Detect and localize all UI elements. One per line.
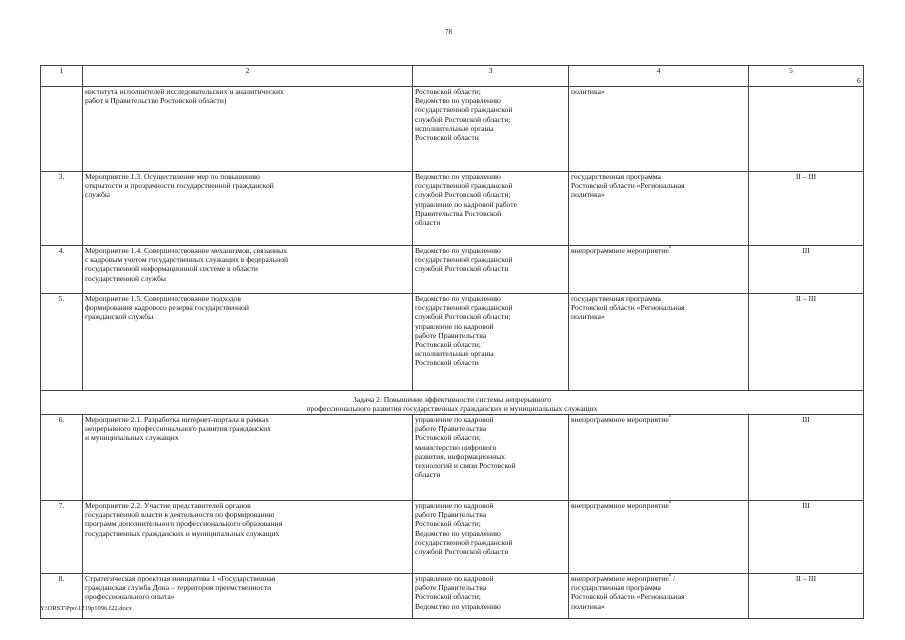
table-row — [41, 574, 864, 619]
program-label: внепрограммное мероприятие — [571, 574, 669, 583]
footnote-mark: * — [668, 246, 672, 252]
footnote-mark: * — [668, 415, 672, 421]
event-cell: Стратегическая проектная инициатива 1 «Государственная гражданская служба Дона – территория преемственности профессионального опыта» — [83, 574, 413, 619]
program-label: внепрограммное мероприятие — [571, 501, 669, 510]
header-col-5-6 — [749, 66, 864, 87]
executor-cell: Ведомство по управлению государственной гражданской службой Ростовской области; управление по кадровой работе Правительства Ростовской области; исполнительные органы Ростовской области — [413, 294, 569, 391]
row-number-cell: 3. — [41, 172, 83, 246]
stage-cell: III — [749, 501, 864, 574]
event-cell: Мероприятие 2.1. Разработка интернет-портала в рамках непрерывного профессионального развития гражданских и муниципальных служащих — [83, 415, 413, 501]
stage-cell: II – III — [749, 172, 864, 246]
table-row — [41, 172, 864, 246]
footnote-mark: * — [668, 501, 672, 507]
row-number-cell: 8. — [41, 574, 83, 619]
executor-cell: Ведомство по управлению государственной гражданской службой Ростовской области — [413, 246, 569, 294]
program-continuation: / государственная программа Ростовской области «Региональная политика» — [571, 574, 685, 611]
header-col-2: 2 — [83, 66, 413, 87]
event-cell: Мероприятие 1.5. Совершенствование подходов формирования кадрового резерва государственной гражданской службы — [83, 294, 413, 391]
header-col-3: 3 — [413, 66, 569, 87]
event-cell: Мероприятие 1.3. Осуществление мер по повышению открытости и прозрачности государственной гражданской службы — [83, 172, 413, 246]
header-col-1: 1 — [41, 66, 83, 87]
executor-cell: управление по кадровой работе Правительства Ростовской области; министерство цифрового развития, информационных технологий и связи Ростовской области — [413, 415, 569, 501]
program-cell — [569, 574, 749, 619]
footer-file-path: Y:\ORST\Ppo\1219p1096.f22.docx — [40, 605, 132, 612]
row-number-cell: 7. — [41, 501, 83, 574]
program-cell — [569, 246, 749, 294]
table-header-row — [41, 66, 864, 87]
stage-cell: III — [749, 415, 864, 501]
page-number: 78 — [445, 28, 452, 36]
footnote-mark: * — [668, 574, 672, 580]
table-row — [41, 246, 864, 294]
executor-cell: управление по кадровой работе Правительства Ростовской области; Ведомство по управлению — [413, 574, 569, 619]
executor-cell: управление по кадровой работе Правительства Ростовской области; Ведомство по управлению государственной гражданской службой Ростовской области — [413, 501, 569, 574]
stage-cell: II – III — [749, 294, 864, 391]
row-number-cell — [41, 87, 83, 172]
program-label: внепрограммное мероприятие — [571, 246, 669, 255]
task-heading-row — [41, 391, 864, 415]
event-cell: Мероприятие 2.2. Участие представителей органов государственной власти в деятельности по формированию программ дополнительного профессионального образования государственных гражданских и муниципальных служащих — [83, 501, 413, 574]
program-cell: государственная программа Ростовской области «Региональная политика» — [569, 172, 749, 246]
executor-cell: Ведомство по управлению государственной гражданской службой Ростовской области; управление по кадровой работе Правительства Ростовской области — [413, 172, 569, 246]
program-cell: политика» — [569, 87, 749, 172]
executor-cell: Ростовской области; Ведомство по управлению государственной гражданской службой Ростовской области; исполнительные органы Ростовской области — [413, 87, 569, 172]
table-row — [41, 415, 864, 501]
stage-cell: II – III — [749, 574, 864, 619]
table-row — [41, 294, 864, 391]
event-cell: института исполнителей исследовательских и аналитических работ в Правительстве Ростовской области) — [83, 87, 413, 172]
header-col-4: 4 — [569, 66, 749, 87]
stage-cell: III — [749, 246, 864, 294]
events-table — [40, 65, 864, 619]
task-2-title: Задача 2. Повышение эффективности системы непрерывного профессионального развития государственных гражданских и муниципальных служащих — [41, 391, 864, 415]
table-row — [41, 87, 864, 172]
row-number-cell: 5. — [41, 294, 83, 391]
header-col-5: 5 — [789, 66, 793, 75]
row-number-cell: 6. — [41, 415, 83, 501]
program-label: внепрограммное мероприятие — [571, 415, 669, 424]
header-col-6: 6 — [857, 76, 861, 85]
row-number-cell: 4. — [41, 246, 83, 294]
program-cell — [569, 415, 749, 501]
program-cell — [569, 501, 749, 574]
table-row — [41, 501, 864, 574]
program-cell: государственная программа Ростовской области «Региональная политика» — [569, 294, 749, 391]
stage-cell — [749, 87, 864, 172]
event-cell: Мероприятие 1.4. Совершенствование механизмов, связанных с кадровым учетом государственных служащих в федеральной государственной информационной системе в области государственной службы — [83, 246, 413, 294]
